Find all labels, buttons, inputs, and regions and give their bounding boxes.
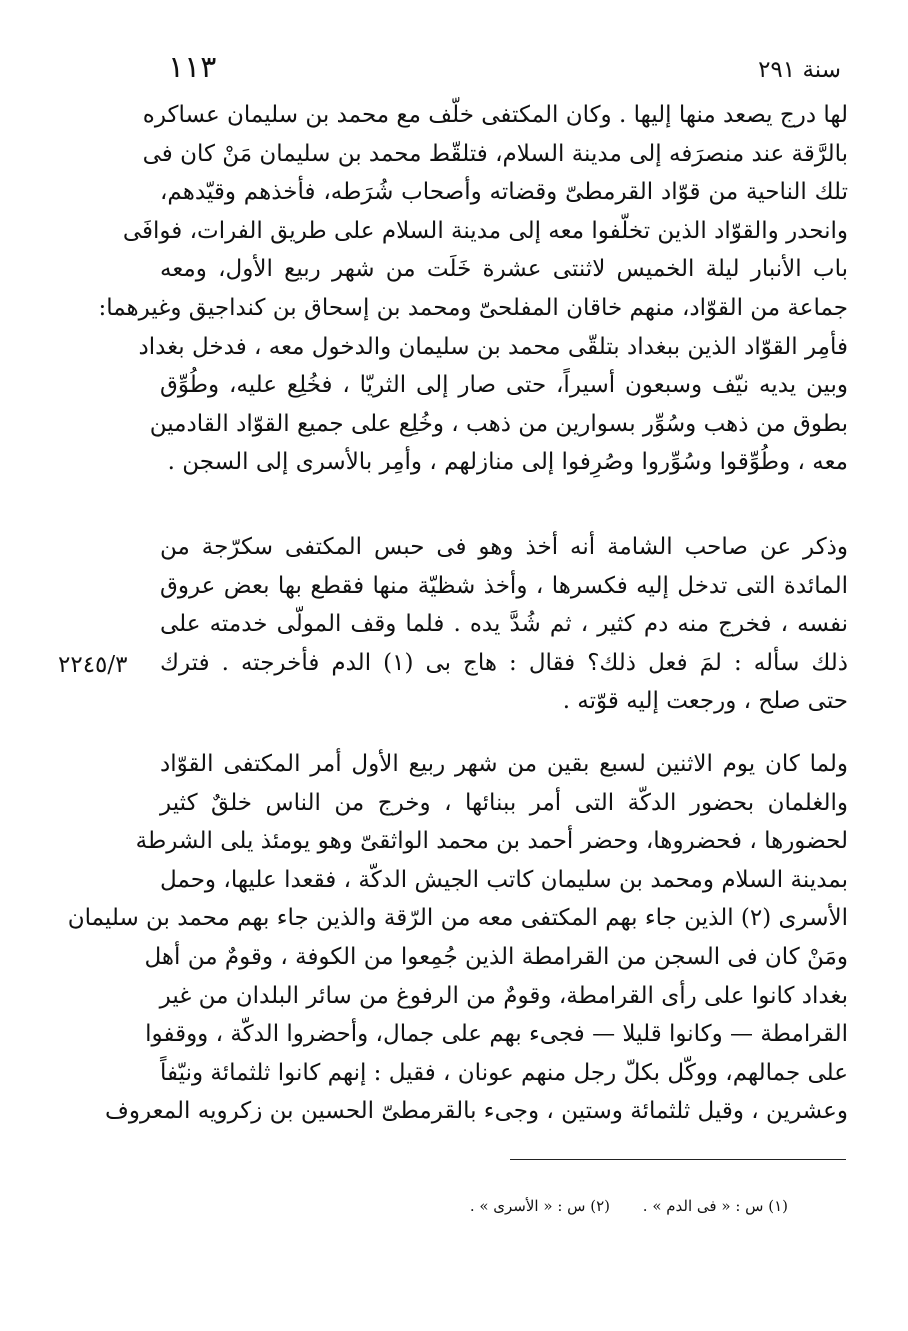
text-line: فأمِر القوّاد الذين ببغداد بتلقّى محمد بن سليمان والدخول معه ، فدخل بغداد (138, 333, 848, 360)
text-line: حتى صلح ، ورجعت إليه قوّته . (562, 688, 848, 715)
text-line: ولما كان يوم الاثنين لسبع بقين من شهر ربيع الأول أمر المكتفى القوّاد (160, 751, 848, 777)
margin-reference: ٢٢٤٥/٣ (58, 652, 128, 678)
text-line: وذكر عن صاحب الشامة أنه أخذ وهو فى حبس المكتفى سكرّجة من (160, 534, 848, 560)
footnote-1: (١) س : « فى الدم » . (642, 1197, 788, 1215)
text-line: بطوق من ذهب وسُوِّر بسوارين من ذهب ، وخُلِع على جميع القوّاد القادمين (149, 410, 848, 437)
footnote-2: (٢) س : « الأسرى » . (469, 1197, 610, 1215)
paragraph-3 (67, 745, 848, 1131)
text-line: القرامطة — وكانوا قليلا — فجىء بهم على جمال، وأحضروا الدكّة ، ووقفوا (145, 1021, 848, 1048)
text-line: ذلك سأله : لمَ فعل ذلك؟ فقال : هاج بى (١) الدم فأخرجته . فترك (160, 649, 848, 676)
text-line: بمدينة السلام ومحمد بن سليمان كاتب الجيش الدكّة ، فقعدا عليها، وحمل (160, 866, 848, 893)
text-line: ومَنْ كان فى السجن من القرامطة الذين جُمِعوا من الكوفة ، وقومٌ من أهل (144, 943, 848, 970)
paragraph-1 (98, 96, 848, 482)
text-line: وانحدر والقوّاد الذين تخلّفوا معه إلى مدينة السلام على طريق الفرات، فوافَى (122, 217, 848, 244)
footnote-divider (510, 1159, 846, 1160)
page-number: ١١٣ (168, 50, 217, 85)
text-line: بالرَّقة عند منصرَفه إلى مدينة السلام، فتلقّط محمد بن سليمان مَنْ كان فى (142, 140, 848, 167)
text-line: المائدة التى تدخل إليه فكسرها ، وأخذ شظيّة منها فقطع بها بعض عروق (160, 572, 848, 599)
text-line: بغداد كانوا على رأى القرامطة، وقومٌ من الرفوغ من سائر البلدان من غير (159, 982, 848, 1009)
running-header-year: سنة ٢٩١ (758, 57, 841, 83)
text-line: لها درج يصعد منها إليها . وكان المكتفى خلّف مع محمد بن سليمان عساكره (142, 102, 848, 128)
footnotes (340, 1192, 788, 1220)
text-line: الأسرى (٢) الذين جاء بهم المكتفى معه من الرّقة والذين جاء بهم محمد بن سليمان (67, 905, 848, 932)
text-line: جماعة من القوّاد، منهم خاقان المفلحىّ ومحمد بن إسحاق بن كنداجيق وغيرهما: (98, 294, 848, 321)
text-line: نفسه ، فخرج منه دم كثير ، ثم شُدَّ يده . فلما وقف المولّى خدمته على (160, 611, 848, 638)
text-line: وعشرين ، وقيل ثلثمائة وستين ، وجىء بالقرمطىّ الحسين بن زكرويه المعروف (105, 1098, 848, 1125)
text-line: تلك الناحية من قوّاد القرمطىّ وقضاته وأصحاب شُرَطه، فأخذهم وقيّدهم، (160, 179, 848, 206)
paragraph-2 (160, 528, 848, 721)
text-line: معه ، وطُوِّقوا وسُوِّروا وصُرِفوا إلى منازلهم ، وأمِر بالأسرى إلى السجن . (167, 449, 848, 476)
text-line: لحضورها ، فحضروها، وحضر أحمد بن محمد الواثقىّ وهو يومئذ يلى الشرطة (135, 828, 848, 855)
text-line: وبين يديه نيّف وسبعون أسيراً، حتى صار إلى الثريّا ، فخُلِع عليه، وطُوِّق (160, 372, 848, 399)
text-line: والغلمان بحضور الدكّة التى أمر ببنائها ، وخرج من الناس خلقٌ كثير (160, 789, 848, 816)
text-line: باب الأنبار ليلة الخميس لاثنتى عشرة خَلَت من شهر ربيع الأول، ومعه (160, 256, 848, 283)
text-line: على جمالهم، ووكّل بكلّ رجل منهم عونان ، فقيل : إنهم كانوا ثلثمائة ونيّفاً (160, 1059, 848, 1086)
